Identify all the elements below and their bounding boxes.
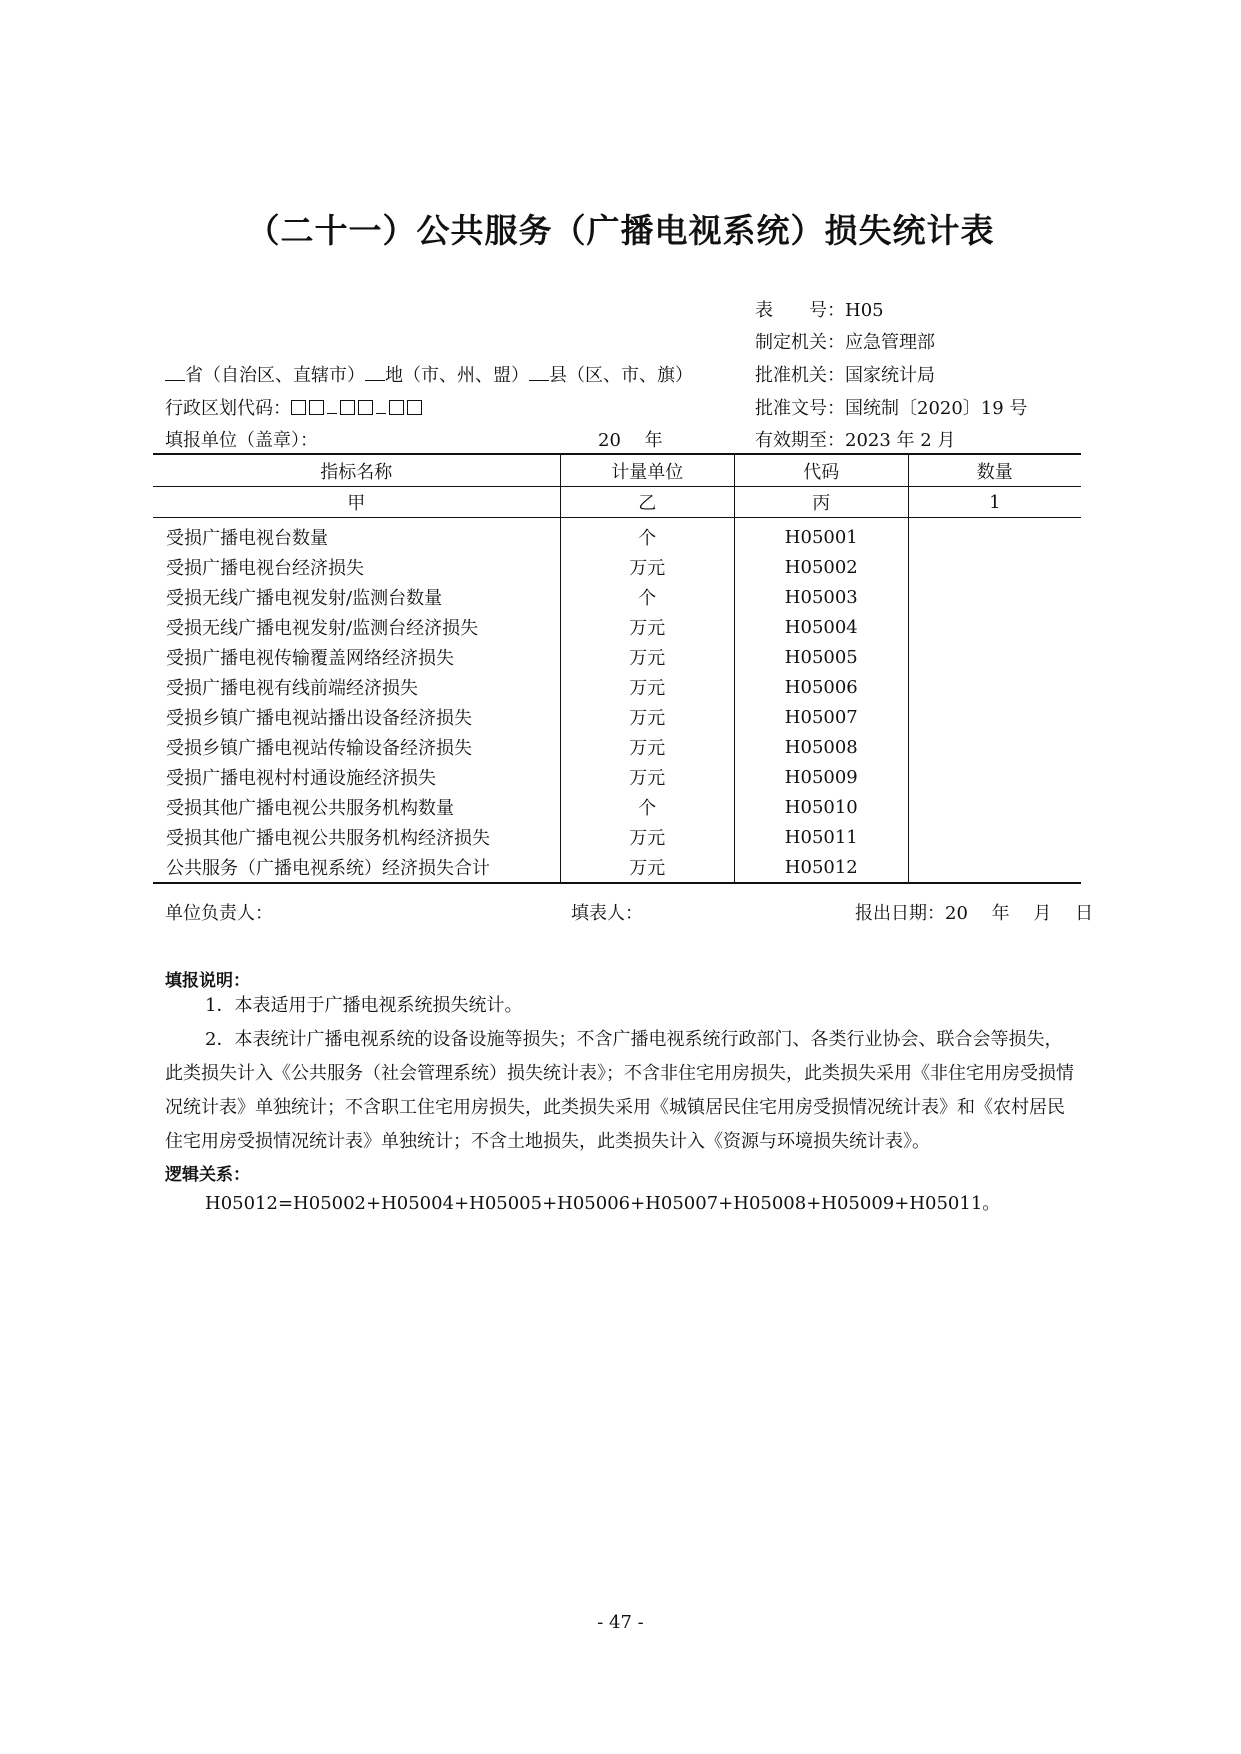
row-name: 受损其他广播电视公共服务机构经济损失: [166, 828, 490, 849]
row-code: H05001: [734, 518, 908, 553]
row-name: 受损其他广播电视公共服务机构数量: [166, 798, 454, 819]
row-name: 公共服务（广播电视系统）经济损失合计: [153, 852, 560, 883]
notes-body: [165, 989, 1075, 1159]
table-number: 表 号：H05: [755, 300, 884, 321]
table-row: [153, 762, 1081, 792]
province-blank[interactable]: [165, 366, 185, 381]
row-unit: 个: [560, 582, 734, 612]
row-name: 受损广播电视村村通设施经济损失: [166, 768, 436, 789]
header-indicator: 指标名称: [153, 454, 560, 487]
table-row: [153, 552, 1081, 582]
row-unit: 个: [560, 518, 734, 553]
code-box[interactable]: [340, 400, 355, 415]
row-unit: 万元: [560, 732, 734, 762]
row-code: H05002: [734, 552, 908, 582]
row-value[interactable]: [908, 822, 1081, 852]
row-value[interactable]: [908, 792, 1081, 822]
note-item-2: 2．本表统计广播电视系统的设备设施等损失；不含广播电视系统行政部门、各类行业协会、联合会等损失，此类损失计入《公共服务（社会管理系统）损失统计表》；不含非住宅用房损失，此类损失采用《非住宅用房受损情况统计表》单独统计；不含职工住宅用房损失，此类损失采用《城镇居民住宅用房受损情况统计表》和《农村居民住宅用房受损情况统计表》单独统计；不含土地损失，此类损失计入《资源与环境损失统计表》。: [165, 1029, 1074, 1152]
row-value[interactable]: [908, 702, 1081, 732]
prefecture-blank[interactable]: [365, 366, 385, 381]
header-unit: 计量单位: [560, 454, 734, 487]
row-unit: 万元: [560, 552, 734, 582]
row-code: H05006: [734, 672, 908, 702]
row-unit: 万元: [560, 702, 734, 732]
row-value[interactable]: [908, 642, 1081, 672]
logic-heading: 逻辑关系：: [165, 1165, 250, 1185]
row-code: H05003: [734, 582, 908, 612]
region-code-line: [165, 394, 425, 420]
table-row: [153, 822, 1081, 852]
statistics-table: [153, 453, 1081, 884]
logic-formula: H05012=H05002+H05004+H05005+H05006+H05007+H05008+H05009+H05011。: [205, 1193, 1001, 1214]
row-name: 受损无线广播电视发射/监测台经济损失: [166, 618, 479, 639]
row-code: H05011: [734, 822, 908, 852]
row-code: H05009: [734, 762, 908, 792]
row-code: H05007: [734, 702, 908, 732]
table-row: [153, 732, 1081, 762]
code-box[interactable]: [309, 400, 324, 415]
subheader-c: 丙: [734, 487, 908, 518]
table-row: [153, 702, 1081, 732]
approval-document: 批准文号：国统制〔2020〕19 号: [755, 398, 1028, 419]
county-blank[interactable]: [529, 366, 549, 381]
row-code: H05008: [734, 732, 908, 762]
row-unit: 万元: [560, 672, 734, 702]
code-box[interactable]: [291, 400, 306, 415]
row-value[interactable]: [908, 518, 1081, 553]
code-box[interactable]: [389, 400, 404, 415]
row-unit: 万元: [560, 852, 734, 883]
table-row: [153, 582, 1081, 612]
row-value[interactable]: [908, 582, 1081, 612]
unit-leader-label: 单位负责人：: [165, 903, 273, 924]
region-line: [165, 361, 693, 387]
row-code: H05005: [734, 642, 908, 672]
row-value[interactable]: [908, 852, 1081, 883]
row-value[interactable]: [908, 612, 1081, 642]
code-separator: [376, 413, 386, 414]
row-name: 受损无线广播电视发射/监测台数量: [166, 588, 443, 609]
row-unit: 万元: [560, 822, 734, 852]
form-filler-label: 填表人：: [571, 903, 643, 924]
header-code: 代码: [734, 454, 908, 487]
report-date-label: 报出日期：20 年 月 日: [855, 903, 1094, 924]
table-row: [153, 612, 1081, 642]
county-label: 县（区、市、旗）: [549, 365, 693, 386]
province-label: 省（自治区、直辖市）: [185, 365, 365, 386]
header-quantity: 数量: [908, 454, 1081, 487]
table-header-row: [153, 454, 1081, 487]
region-code-label: 行政区划代码：: [165, 398, 291, 419]
valid-until: 有效期至：2023 年 2 月: [755, 430, 956, 451]
notes-heading: 填报说明：: [165, 971, 250, 991]
code-box[interactable]: [407, 400, 422, 415]
row-code: H05004: [734, 612, 908, 642]
page-title: （二十一）公共服务（广播电视系统）损失统计表: [246, 211, 995, 250]
row-code: H05010: [734, 792, 908, 822]
subheader-a: 甲: [153, 487, 560, 518]
row-value[interactable]: [908, 672, 1081, 702]
prefecture-label: 地（市、州、盟）: [385, 365, 529, 386]
row-value[interactable]: [908, 552, 1081, 582]
subheader-d: 1: [908, 487, 1081, 518]
row-value[interactable]: [908, 762, 1081, 792]
row-unit: 万元: [560, 642, 734, 672]
table-row: [153, 672, 1081, 702]
note-item-1: 1．本表适用于广播电视系统损失统计。: [205, 995, 523, 1016]
row-name: 受损广播电视台经济损失: [166, 558, 364, 579]
row-unit: 万元: [560, 762, 734, 792]
table-subheader-row: [153, 487, 1081, 518]
code-separator: [327, 413, 337, 414]
fill-unit-label: 填报单位（盖章）：: [165, 430, 318, 451]
row-code: H05012: [734, 852, 908, 883]
page-number: - 47 -: [597, 1612, 644, 1633]
row-name: 受损广播电视有线前端经济损失: [166, 678, 418, 699]
row-value[interactable]: [908, 732, 1081, 762]
table-row: [153, 642, 1081, 672]
row-name: 受损广播电视传输覆盖网络经济损失: [166, 648, 454, 669]
table-row: [153, 852, 1081, 883]
row-name: 受损乡镇广播电视站传输设备经济损失: [166, 738, 472, 759]
code-box[interactable]: [358, 400, 373, 415]
fill-year: 20 年: [598, 430, 663, 451]
row-unit: 个: [560, 792, 734, 822]
issuing-authority: 制定机关：应急管理部: [755, 332, 935, 353]
table-row: [153, 518, 1081, 553]
approving-authority: 批准机关：国家统计局: [755, 365, 935, 386]
subheader-b: 乙: [560, 487, 734, 518]
row-name: 受损乡镇广播电视站播出设备经济损失: [166, 708, 472, 729]
table-row: [153, 792, 1081, 822]
row-name: 受损广播电视台数量: [166, 528, 328, 549]
row-unit: 万元: [560, 612, 734, 642]
